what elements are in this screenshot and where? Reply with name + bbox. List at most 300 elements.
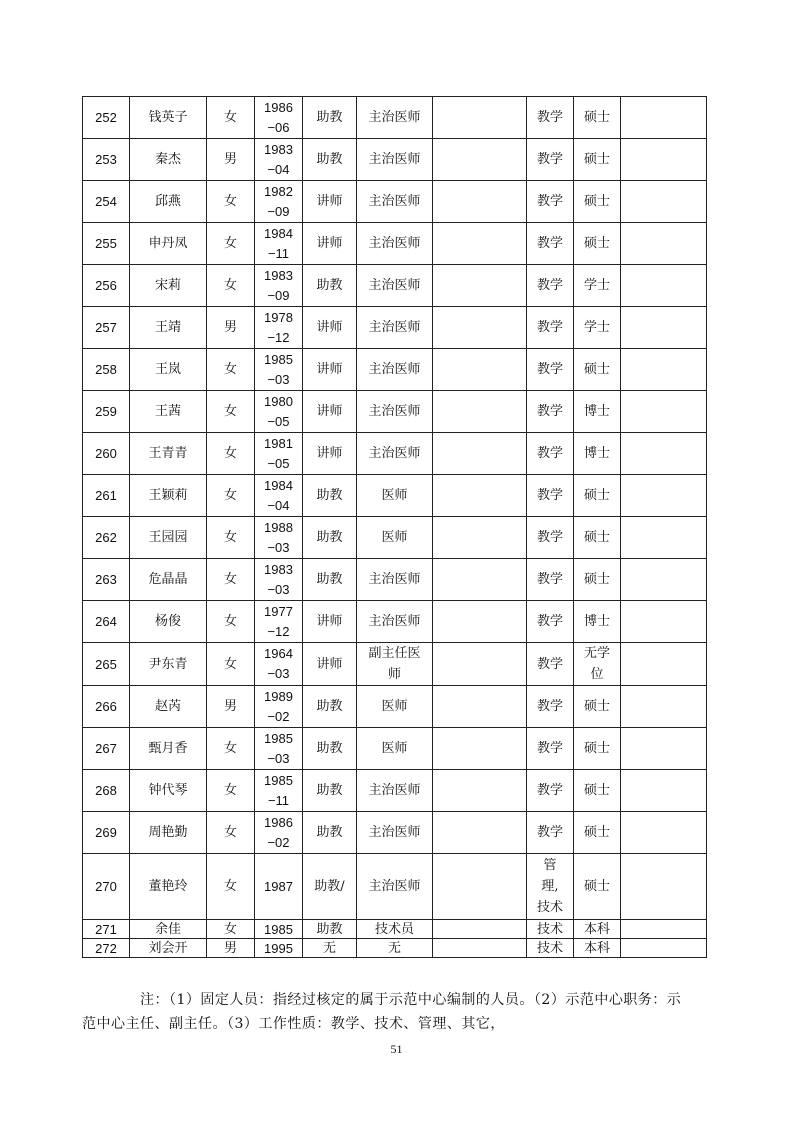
cell-note <box>621 475 707 517</box>
cell-work <box>527 770 574 812</box>
cell-pro-title-line: 无 <box>387 940 401 956</box>
cell-pro-title-line: 主治医师 <box>368 825 421 840</box>
cell-degree <box>574 728 621 770</box>
cell-no: 271 <box>83 920 130 939</box>
cell-role <box>433 307 527 349</box>
cell-pro-title-line: 主治医师 <box>368 278 421 293</box>
cell-no: 256 <box>83 265 130 307</box>
cell-birth-line: 1977 <box>264 603 293 619</box>
footnote: 注：（1）固定人员：指经过核定的属于示范中心编制的人员。（2）示范中心职务：示范中心主任、副主任。（3）工作性质：教学、技术、管理、其它， <box>82 992 682 1032</box>
cell-degree <box>574 391 621 433</box>
cell-birth-line: 1983 <box>264 561 293 577</box>
cell-degree-line: 本科 <box>583 940 610 956</box>
cell-degree-line: 硕士 <box>583 879 610 894</box>
table-row <box>83 643 707 686</box>
cell-no: 257 <box>83 307 130 349</box>
cell-work-line: 教学 <box>536 783 563 798</box>
cell-note <box>621 265 707 307</box>
cell-work-line: 教学 <box>536 404 563 419</box>
cell-birth-line: 1995 <box>264 940 293 956</box>
cell-pro-title-line: 主治医师 <box>368 446 421 461</box>
cell-gender: 女 <box>207 601 255 643</box>
cell-no: 255 <box>83 223 130 265</box>
cell-degree <box>574 265 621 307</box>
cell-no: 259 <box>83 391 130 433</box>
cell-no: 270 <box>83 854 130 920</box>
table-row <box>83 939 707 958</box>
cell-work <box>527 559 574 601</box>
cell-title: 讲师 <box>303 391 357 433</box>
cell-no: 267 <box>83 728 130 770</box>
cell-gender: 女 <box>207 475 255 517</box>
cell-note <box>621 920 707 939</box>
cell-work <box>527 223 574 265</box>
cell-work-line: 教学 <box>536 614 563 629</box>
cell-no: 266 <box>83 686 130 728</box>
cell-role <box>433 349 527 391</box>
cell-birth <box>255 559 303 601</box>
cell-pro-title <box>357 812 433 854</box>
cell-degree-line: 硕士 <box>583 530 610 545</box>
cell-work <box>527 433 574 475</box>
cell-pro-title <box>357 686 433 728</box>
cell-birth <box>255 770 303 812</box>
cell-birth <box>255 643 303 686</box>
cell-role <box>433 139 527 181</box>
cell-birth <box>255 391 303 433</box>
cell-pro-title <box>357 601 433 643</box>
cell-pro-title-line: 医师 <box>381 530 408 545</box>
cell-degree-line: 硕士 <box>583 741 610 756</box>
cell-name: 秦杰 <box>130 139 207 181</box>
table-row <box>83 265 707 307</box>
cell-pro-title <box>357 349 433 391</box>
cell-title: 助教 <box>303 475 357 517</box>
cell-title: 助教 <box>303 265 357 307</box>
table-row <box>83 686 707 728</box>
cell-degree <box>574 601 621 643</box>
cell-no: 263 <box>83 559 130 601</box>
cell-gender: 女 <box>207 770 255 812</box>
cell-gender: 女 <box>207 181 255 223</box>
cell-birth-line: −03 <box>267 371 290 387</box>
cell-work <box>527 475 574 517</box>
cell-work-line: 教学 <box>536 446 563 461</box>
cell-title: 讲师 <box>303 433 357 475</box>
cell-pro-title <box>357 307 433 349</box>
cell-title: 讲师 <box>303 349 357 391</box>
cell-pro-title <box>357 475 433 517</box>
cell-birth-line: −03 <box>267 666 290 681</box>
cell-birth <box>255 686 303 728</box>
cell-title: 助教/ <box>303 854 357 920</box>
cell-birth-line: 1983 <box>264 141 293 157</box>
cell-name: 董艳玲 <box>130 854 207 920</box>
cell-birth-line: −09 <box>267 203 290 219</box>
cell-work-line: 管 <box>543 858 557 873</box>
cell-no: 252 <box>83 97 130 139</box>
cell-name: 申丹凤 <box>130 223 207 265</box>
cell-birth-line: −02 <box>267 834 290 850</box>
cell-work <box>527 265 574 307</box>
cell-pro-title-line: 主治医师 <box>368 152 421 167</box>
cell-title: 讲师 <box>303 643 357 686</box>
cell-degree-line: 硕士 <box>583 152 610 167</box>
cell-name: 钱英子 <box>130 97 207 139</box>
cell-gender: 男 <box>207 139 255 181</box>
cell-work <box>527 97 574 139</box>
table-row <box>83 517 707 559</box>
cell-degree <box>574 433 621 475</box>
cell-work-line: 教学 <box>536 320 563 335</box>
cell-note <box>621 601 707 643</box>
cell-role <box>433 686 527 728</box>
cell-no: 258 <box>83 349 130 391</box>
cell-note <box>621 939 707 958</box>
cell-degree <box>574 475 621 517</box>
cell-degree-line: 学士 <box>583 320 610 335</box>
cell-degree-line: 硕士 <box>583 783 610 798</box>
cell-name: 周艳勤 <box>130 812 207 854</box>
cell-degree-line: 本科 <box>583 921 610 937</box>
table-row <box>83 391 707 433</box>
cell-note <box>621 517 707 559</box>
cell-birth <box>255 812 303 854</box>
cell-pro-title-line: 医师 <box>381 741 408 756</box>
cell-birth-line: 1982 <box>264 183 293 199</box>
cell-degree-line: 硕士 <box>583 488 610 503</box>
cell-name: 王园园 <box>130 517 207 559</box>
cell-name: 邱燕 <box>130 181 207 223</box>
cell-degree-line: 硕士 <box>583 699 610 714</box>
cell-birth <box>255 939 303 958</box>
cell-title: 助教 <box>303 770 357 812</box>
cell-name: 刘会开 <box>130 939 207 958</box>
cell-pro-title-line: 主治医师 <box>368 783 421 798</box>
cell-birth <box>255 97 303 139</box>
cell-degree <box>574 643 621 686</box>
cell-title: 助教 <box>303 139 357 181</box>
cell-pro-title <box>357 770 433 812</box>
cell-name: 甄月香 <box>130 728 207 770</box>
cell-birth-line: −09 <box>267 287 290 303</box>
cell-role <box>433 265 527 307</box>
cell-birth <box>255 728 303 770</box>
cell-birth-line: 1986 <box>264 814 293 830</box>
cell-role <box>433 433 527 475</box>
cell-work-line: 教学 <box>536 699 563 714</box>
cell-birth-line: 1985 <box>264 351 293 367</box>
cell-gender: 女 <box>207 97 255 139</box>
cell-gender: 女 <box>207 643 255 686</box>
cell-title: 讲师 <box>303 601 357 643</box>
cell-title: 讲师 <box>303 223 357 265</box>
cell-degree <box>574 307 621 349</box>
cell-birth <box>255 265 303 307</box>
cell-work-line: 教学 <box>536 194 563 209</box>
cell-no: 254 <box>83 181 130 223</box>
cell-note <box>621 391 707 433</box>
table-row <box>83 854 707 920</box>
table-row <box>83 812 707 854</box>
cell-pro-title <box>357 939 433 958</box>
cell-birth-line: 1985 <box>264 921 293 937</box>
cell-birth-line: 1989 <box>264 688 293 704</box>
cell-pro-title-line: 主治医师 <box>368 879 421 894</box>
cell-degree <box>574 223 621 265</box>
cell-role <box>433 517 527 559</box>
cell-degree-line: 博士 <box>583 614 610 629</box>
cell-pro-title <box>357 517 433 559</box>
cell-title: 助教 <box>303 920 357 939</box>
cell-work <box>527 812 574 854</box>
cell-work <box>527 920 574 939</box>
cell-pro-title <box>357 181 433 223</box>
cell-pro-title <box>357 433 433 475</box>
cell-pro-title <box>357 223 433 265</box>
cell-work-line: 教学 <box>536 530 563 545</box>
cell-work <box>527 517 574 559</box>
table-row <box>83 433 707 475</box>
cell-degree-line: 硕士 <box>583 236 610 251</box>
cell-degree-line: 硕士 <box>583 194 610 209</box>
cell-work-line: 技术 <box>536 900 563 915</box>
cell-pro-title-line: 主治医师 <box>368 572 421 587</box>
cell-no: 268 <box>83 770 130 812</box>
cell-birth <box>255 601 303 643</box>
cell-work-line: 教学 <box>536 278 563 293</box>
cell-birth <box>255 223 303 265</box>
cell-birth <box>255 139 303 181</box>
cell-pro-title-line: 主治医师 <box>368 236 421 251</box>
cell-pro-title <box>357 854 433 920</box>
cell-gender: 男 <box>207 686 255 728</box>
cell-role <box>433 728 527 770</box>
cell-degree-line: 博士 <box>583 446 610 461</box>
cell-pro-title-line: 副主任医 <box>368 646 421 661</box>
cell-birth-line: −11 <box>267 245 290 261</box>
cell-pro-title-line: 技术员 <box>374 921 414 937</box>
cell-work <box>527 854 574 920</box>
cell-degree-line: 硕士 <box>583 572 610 587</box>
cell-name: 杨俊 <box>130 601 207 643</box>
cell-gender: 女 <box>207 433 255 475</box>
cell-work-line: 技术 <box>536 940 563 956</box>
cell-degree <box>574 97 621 139</box>
table-row <box>83 601 707 643</box>
cell-birth <box>255 433 303 475</box>
cell-note <box>621 643 707 686</box>
cell-pro-title <box>357 559 433 601</box>
cell-pro-title-line: 主治医师 <box>368 194 421 209</box>
table-row <box>83 139 707 181</box>
cell-gender: 女 <box>207 559 255 601</box>
table-row <box>83 181 707 223</box>
cell-gender: 男 <box>207 939 255 958</box>
cell-work-line: 理, <box>541 879 559 894</box>
cell-birth-line: 1988 <box>264 519 293 535</box>
cell-pro-title-line: 师 <box>387 667 401 682</box>
cell-birth-line: 1987 <box>264 878 293 894</box>
cell-birth-line: −02 <box>267 708 290 724</box>
cell-title: 助教 <box>303 517 357 559</box>
cell-degree <box>574 559 621 601</box>
cell-degree <box>574 812 621 854</box>
cell-birth-line: 1981 <box>264 435 293 451</box>
cell-work <box>527 939 574 958</box>
cell-birth-line: 1983 <box>264 267 293 283</box>
cell-role <box>433 601 527 643</box>
cell-work-line: 教学 <box>536 656 563 672</box>
cell-pro-title <box>357 97 433 139</box>
cell-name: 宋莉 <box>130 265 207 307</box>
cell-birth-line: −03 <box>267 581 290 597</box>
cell-gender: 女 <box>207 391 255 433</box>
cell-note <box>621 97 707 139</box>
cell-gender: 女 <box>207 223 255 265</box>
cell-pro-title <box>357 728 433 770</box>
cell-degree-line: 硕士 <box>583 362 610 377</box>
cell-degree <box>574 139 621 181</box>
cell-role <box>433 223 527 265</box>
cell-birth <box>255 920 303 939</box>
cell-note <box>621 854 707 920</box>
cell-work <box>527 601 574 643</box>
cell-pro-title-line: 主治医师 <box>368 404 421 419</box>
cell-birth-line: −06 <box>267 119 290 135</box>
cell-name: 赵芮 <box>130 686 207 728</box>
table-row <box>83 475 707 517</box>
cell-degree <box>574 181 621 223</box>
cell-note <box>621 181 707 223</box>
cell-work <box>527 728 574 770</box>
cell-name: 王颖莉 <box>130 475 207 517</box>
cell-pro-title-line: 医师 <box>381 488 408 503</box>
cell-work-line: 教学 <box>536 488 563 503</box>
cell-note <box>621 433 707 475</box>
cell-no: 253 <box>83 139 130 181</box>
cell-work-line: 技术 <box>536 921 563 937</box>
cell-gender: 女 <box>207 517 255 559</box>
cell-role <box>433 181 527 223</box>
table-row <box>83 307 707 349</box>
cell-work-line: 教学 <box>536 110 563 125</box>
cell-birth-line: 1984 <box>264 477 293 493</box>
cell-no: 272 <box>83 939 130 958</box>
cell-role <box>433 475 527 517</box>
staff-table <box>82 96 707 958</box>
cell-work <box>527 181 574 223</box>
cell-birth-line: 1980 <box>264 393 293 409</box>
cell-role <box>433 643 527 686</box>
cell-work <box>527 307 574 349</box>
cell-gender: 女 <box>207 728 255 770</box>
cell-title: 助教 <box>303 686 357 728</box>
cell-pro-title <box>357 139 433 181</box>
table-row <box>83 97 707 139</box>
cell-gender: 女 <box>207 349 255 391</box>
cell-degree <box>574 349 621 391</box>
table-row <box>83 770 707 812</box>
cell-degree-line: 位 <box>590 667 604 682</box>
cell-title: 助教 <box>303 559 357 601</box>
cell-no: 260 <box>83 433 130 475</box>
cell-birth <box>255 475 303 517</box>
cell-note <box>621 812 707 854</box>
cell-work <box>527 139 574 181</box>
cell-title: 讲师 <box>303 307 357 349</box>
cell-gender: 女 <box>207 812 255 854</box>
cell-no: 264 <box>83 601 130 643</box>
cell-birth <box>255 854 303 920</box>
cell-degree <box>574 920 621 939</box>
table-row <box>83 559 707 601</box>
cell-title: 助教 <box>303 97 357 139</box>
cell-title: 讲师 <box>303 181 357 223</box>
cell-name: 危晶晶 <box>130 559 207 601</box>
cell-note <box>621 770 707 812</box>
cell-birth-line: 1985 <box>264 772 293 788</box>
cell-work-line: 教学 <box>536 741 563 756</box>
cell-birth-line: −11 <box>267 792 290 808</box>
cell-role <box>433 559 527 601</box>
cell-note <box>621 349 707 391</box>
cell-work-line: 教学 <box>536 362 563 377</box>
cell-work <box>527 391 574 433</box>
cell-birth-line: −12 <box>267 623 290 639</box>
cell-degree-line: 硕士 <box>583 825 610 840</box>
cell-degree-line: 硕士 <box>583 110 610 125</box>
cell-no: 261 <box>83 475 130 517</box>
cell-work <box>527 349 574 391</box>
table-row <box>83 223 707 265</box>
cell-no: 262 <box>83 517 130 559</box>
cell-birth-line: −05 <box>267 455 290 471</box>
cell-note <box>621 559 707 601</box>
cell-gender: 女 <box>207 854 255 920</box>
table-row <box>83 920 707 939</box>
cell-birth-line: 1985 <box>264 730 293 746</box>
cell-work-line: 教学 <box>536 825 563 840</box>
cell-birth-line: −03 <box>267 539 290 555</box>
cell-work-line: 教学 <box>536 152 563 167</box>
cell-gender: 女 <box>207 265 255 307</box>
cell-degree <box>574 770 621 812</box>
cell-role <box>433 812 527 854</box>
cell-role <box>433 939 527 958</box>
cell-birth <box>255 349 303 391</box>
cell-title: 助教 <box>303 812 357 854</box>
cell-degree-line: 博士 <box>583 404 610 419</box>
cell-title: 无 <box>303 939 357 958</box>
cell-pro-title-line: 医师 <box>381 699 408 714</box>
cell-work <box>527 686 574 728</box>
cell-pro-title-line: 主治医师 <box>368 614 421 629</box>
cell-birth-line: −04 <box>267 161 290 177</box>
cell-birth <box>255 307 303 349</box>
cell-degree <box>574 686 621 728</box>
cell-note <box>621 223 707 265</box>
table-row <box>83 728 707 770</box>
cell-gender: 男 <box>207 307 255 349</box>
cell-degree-line: 学士 <box>583 278 610 293</box>
cell-degree <box>574 517 621 559</box>
cell-birth-line: 1978 <box>264 309 293 325</box>
cell-role <box>433 854 527 920</box>
cell-gender: 女 <box>207 920 255 939</box>
page-number: 51 <box>390 1042 403 1056</box>
cell-name: 王岚 <box>130 349 207 391</box>
